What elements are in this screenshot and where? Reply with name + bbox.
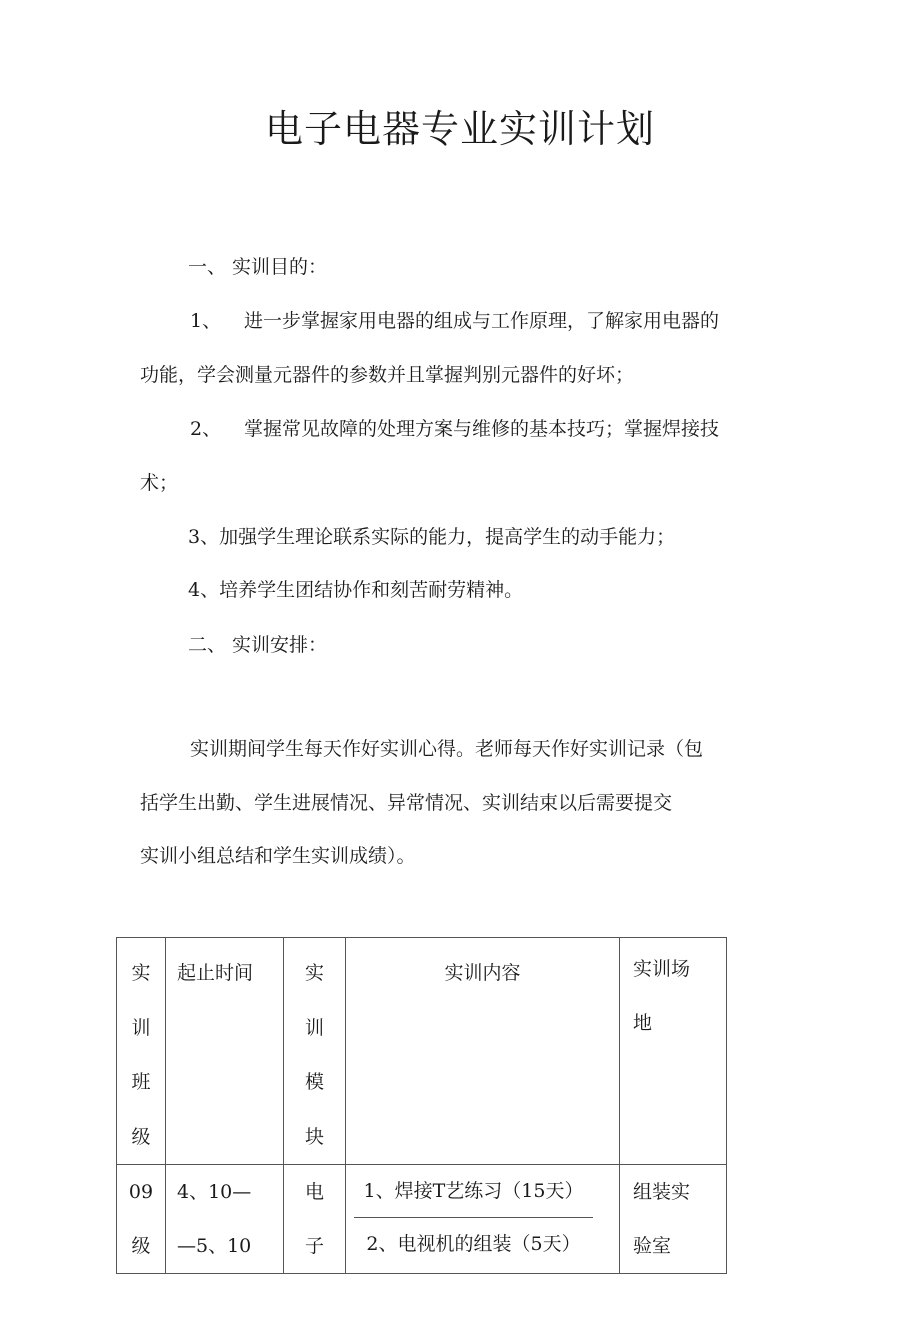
row-content [346,1165,620,1274]
page-title: 电子电器专业实训计划 [264,107,655,151]
arrange-line1: 实训期间学生每天作好实训心得。老师每天作好实训记录（包 [190,738,704,760]
row-module [284,1165,346,1274]
goal2-number: 2、 [190,418,222,440]
header-venue-line: 地 [633,1012,653,1034]
header-module-char: 模 [304,1071,324,1093]
goal3: 3、加强学生理论联系实际的能力，提高学生的动手能力； [188,526,676,548]
header-time-label: 起止时间 [177,962,254,984]
section2-heading: 二、 实训安排： [188,634,328,656]
header-class-char: 训 [131,1016,151,1039]
arrange-line2: 括学生出勤、学生进展情况、异常情况、实训结束以后需要提交 [140,792,673,814]
table-row [117,1165,727,1274]
content-item: 2、电视机的组装（5天） [366,1233,581,1255]
arrange-line3: 实训小组总结和学生实训成绩）。 [140,845,416,867]
header-content [346,938,620,1165]
header-venue [620,938,727,1165]
content-item: 1、焊接T艺练习（15天） [354,1165,593,1218]
header-module [284,938,346,1165]
table-header-row [117,938,727,1165]
header-content-label: 实训内容 [444,962,521,984]
goal1-number: 1、 [190,310,222,332]
row-venue [620,1165,727,1274]
row-class-char: 级 [131,1235,151,1257]
goal4: 4、培养学生团结协作和刻苦耐劳精神。 [188,579,524,601]
header-module-char: 训 [304,1016,324,1039]
header-time [166,938,284,1165]
section1-heading: 一、 实训目的： [188,256,328,278]
header-module-char: 实 [304,962,324,984]
goal2-line2: 术； [140,472,179,494]
row-time-line: 4、10— [177,1181,252,1203]
row-module-char: 子 [304,1235,324,1257]
header-module-char: 块 [304,1125,324,1148]
row-venue-line: 组装实 [633,1181,691,1203]
row-time-line: —5、10 [177,1235,252,1257]
row-module-char: 电 [304,1181,324,1203]
row-class-char: 09 [128,1181,154,1203]
row-time [166,1165,284,1274]
header-venue-line: 实训场 [633,958,691,980]
header-class-char: 实 [131,962,151,984]
row-venue-line: 验室 [633,1235,672,1257]
header-class-char: 班 [131,1071,151,1093]
goal1-line2: 功能，学会测量元器件的参数并且掌握判别元器件的好坏； [140,364,635,386]
header-class [117,938,166,1165]
goal2-line1: 掌握常见故障的处理方案与维修的基本技巧；掌握焊接技 [244,418,720,440]
row-class [117,1165,166,1274]
header-class-char: 级 [131,1125,151,1148]
goal1-line1: 进一步掌握家用电器的组成与工作原理，了解家用电器的 [244,310,720,332]
training-plan-table [116,937,727,1274]
